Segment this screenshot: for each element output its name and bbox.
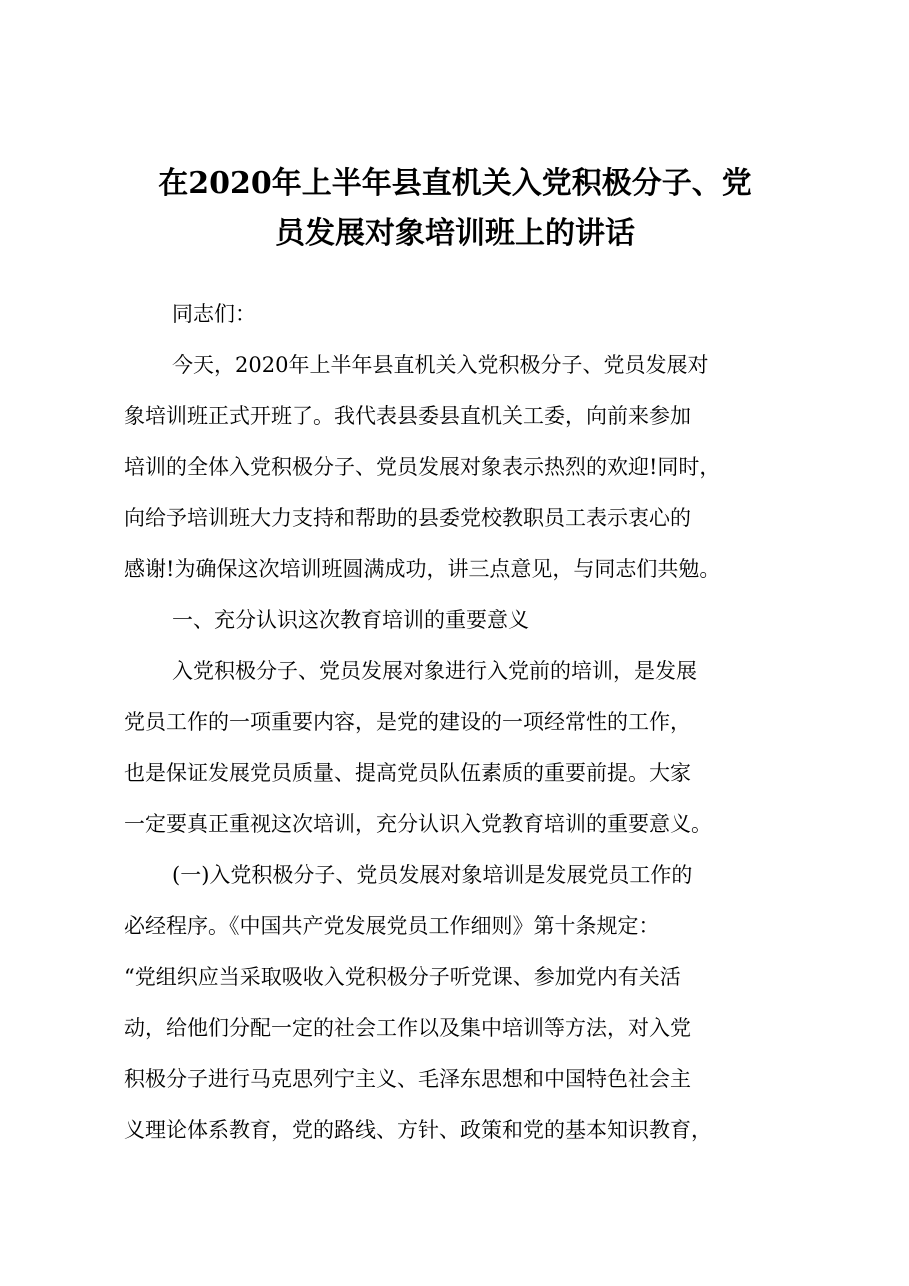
paragraph-3-line-1: (一)入党积极分子、党员发展对象培训是发展党员工作的 (172, 863, 693, 887)
paragraph-3-line-2: 必经程序。《中国共产党发展党员工作细则》第十条规定： (124, 914, 660, 938)
salutation-text: 同志们： (172, 302, 256, 326)
paragraph-2-line-4: 一定要真正重视这次培训，充分认识入党教育培训的重要意义。 (124, 812, 712, 836)
paragraph-2-line-3: 也是保证发展党员质量、提高党员队伍素质的重要前提。大家 (124, 761, 691, 785)
paragraph-2-line-1: 入党积极分子、党员发展对象进行入党前的培训，是发展 (172, 659, 697, 683)
document-title-line-2: 员发展对象培训班上的讲话 (275, 216, 635, 251)
paragraph-3-line-4: 动，给他们分配一定的社会工作以及集中培训等方法，对入党 (124, 1016, 691, 1040)
paragraph-1-line-3: 培训的全体入党积极分子、党员发展对象表示热烈的欢迎!同时， (124, 455, 721, 479)
document-title-line-1: 在2020年上半年县直机关入党积极分子、党 (158, 166, 752, 201)
paragraph-1-line-4: 向给予培训班大力支持和帮助的县委党校教职员工表示衷心的 (124, 506, 691, 530)
paragraph-1-line-2: 象培训班正式开班了。我代表县委县直机关工委，向前来参加 (124, 404, 691, 428)
paragraph-1-line-1: 今天，2020年上半年县直机关入党积极分子、党员发展对 (172, 353, 709, 377)
paragraph-1-line-5: 感谢!为确保这次培训班圆满成功，讲三点意见，与同志们共勉。 (124, 557, 721, 581)
paragraph-3-line-6: 义理论体系教育，党的路线、方针、政策和党的基本知识教育， (124, 1118, 712, 1142)
section-heading-text: 一、充分认识这次教育培训的重要意义 (172, 608, 529, 632)
paragraph-2-line-2: 党员工作的一项重要内容，是党的建设的一项经常性的工作， (124, 710, 691, 734)
paragraph-3-line-3: “党组织应当采取吸收入党积极分子听党课、参加党内有关活 (124, 965, 681, 989)
paragraph-3-line-5: 积极分子进行马克思列宁主义、毛泽东思想和中国特色社会主 (124, 1067, 691, 1091)
